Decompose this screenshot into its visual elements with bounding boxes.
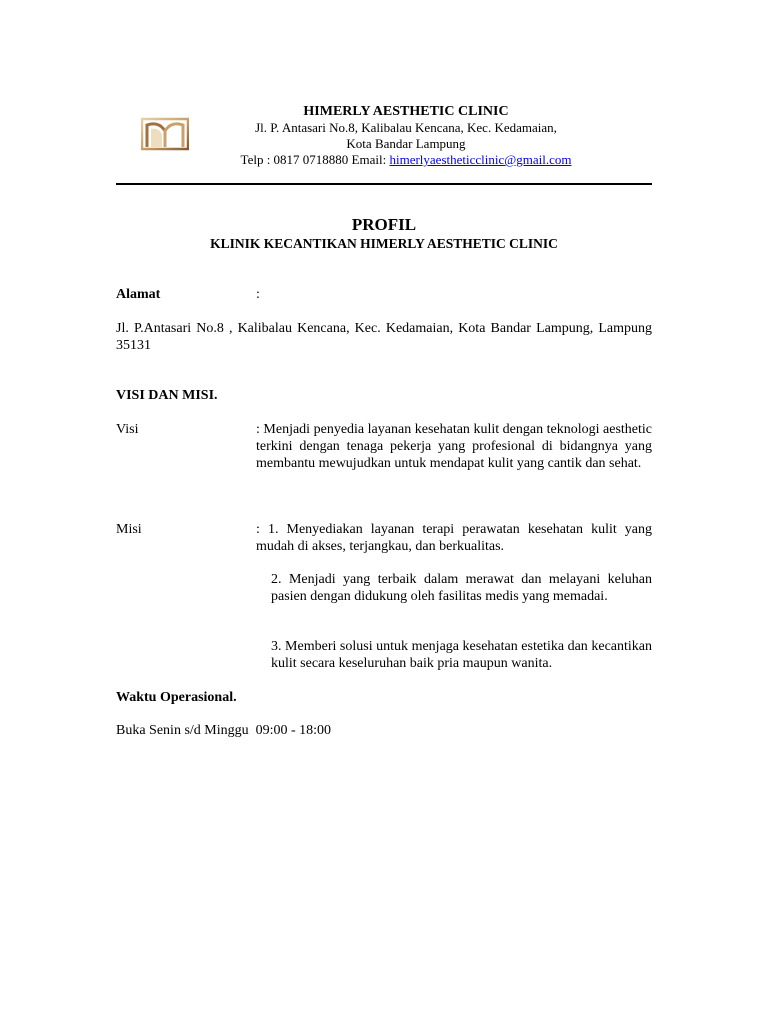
misi-item-2: 2. Menjadi yang terbaik dalam merawat dan melayani keluhan pasien dengan didukung oleh fasilitas medis yang memadai. bbox=[271, 572, 652, 604]
page-title: PROFIL bbox=[351, 215, 417, 234]
misi-label: Misi bbox=[116, 522, 142, 537]
operasional-heading: Waktu Operasional. bbox=[116, 690, 237, 705]
page-subtitle: KLINIK KECANTIKAN HIMERLY AESTHETIC CLINIC bbox=[210, 236, 558, 251]
alamat-label: Alamat bbox=[116, 287, 161, 302]
contact-line bbox=[200, 152, 612, 168]
alamat-colon: : bbox=[256, 287, 260, 302]
header-divider bbox=[116, 183, 652, 185]
visi-label: Visi bbox=[116, 422, 139, 437]
letterhead bbox=[200, 104, 612, 168]
visi-text: : Menjadi penyedia layanan kesehatan kulit dengan teknologi aesthetic terkini dengan tenaga pekerja yang profesional di bidangnya yang membantu mewujudkan untuk mendapat kulit yang cantik dan sehat. bbox=[256, 422, 652, 471]
address-line-1: Jl. P. Antasari No.8, Kalibalau Kencana, Kec. Kedamaian, bbox=[255, 120, 557, 135]
misi-item-1: : 1. Menyediakan layanan terapi perawatan kesehatan kulit yang mudah di akses, terjangkau, dan berkualitas. bbox=[256, 522, 652, 554]
address-line-2: Kota Bandar Lampung bbox=[346, 136, 466, 151]
operasional-text: Buka Senin s/d Minggu 09:00 - 18:00 bbox=[116, 723, 332, 738]
clinic-logo-icon bbox=[141, 117, 189, 151]
alamat-text: Jl. P.Antasari No.8 , Kalibalau Kencana, Kec. Kedamaian, Kota Bandar Lampung, Lampung 35131 bbox=[116, 321, 652, 353]
visi-misi-heading: VISI DAN MISI. bbox=[116, 388, 218, 403]
misi-item-3: 3. Memberi solusi untuk menjaga kesehatan estetika dan kecantikan kulit secara keseluruhan baik pria maupun wanita. bbox=[271, 639, 652, 671]
contact-phone: Telp : 0817 0718880 Email: bbox=[240, 152, 390, 167]
clinic-name: HIMERLY AESTHETIC CLINIC bbox=[303, 104, 509, 119]
email-link[interactable]: himerlyaestheticclinic@gmail.com bbox=[389, 152, 572, 167]
